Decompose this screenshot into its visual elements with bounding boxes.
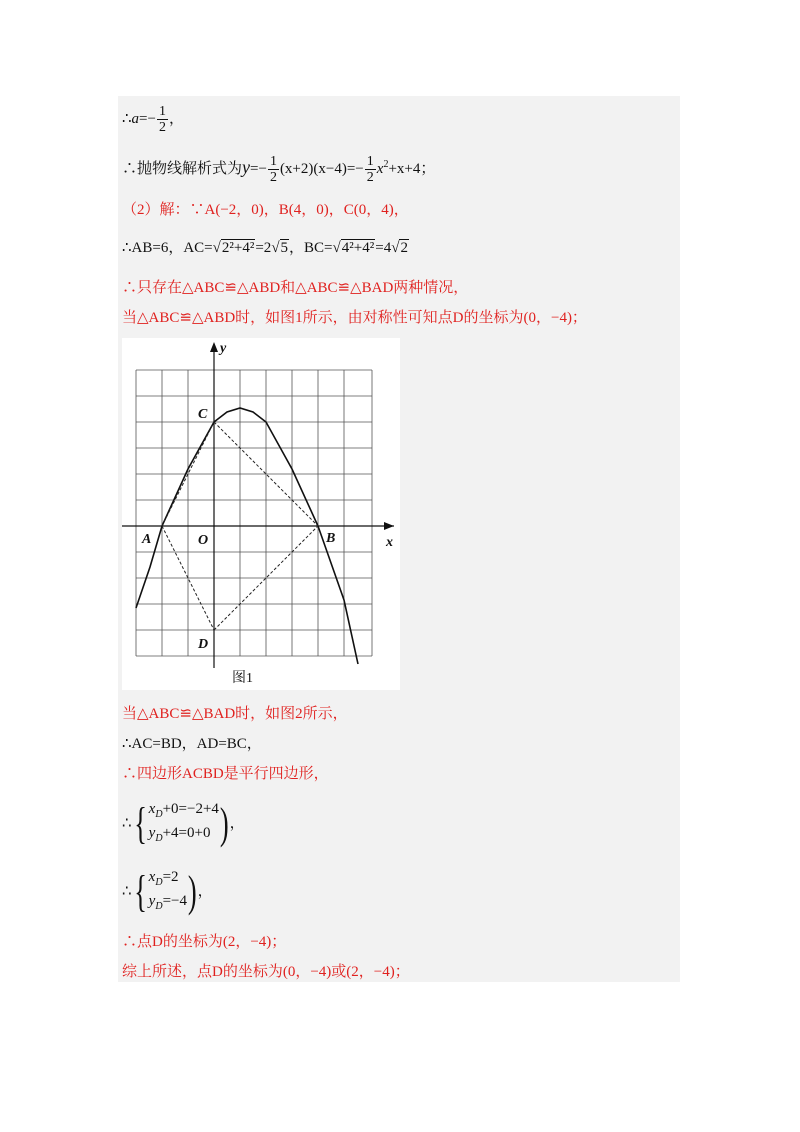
radical-sign: √	[212, 240, 221, 256]
line-conclusion: 综上所述，点D的坐标为(0，−4)或(2，−4)；	[122, 964, 410, 980]
label-a: A	[142, 532, 152, 547]
comma: ，	[229, 815, 245, 832]
coordinate-graph	[122, 338, 400, 690]
subscript-d: D	[155, 877, 163, 888]
equation-rows	[149, 800, 219, 848]
row-1-rest: +0=−2+4	[162, 801, 219, 817]
x-axis-arrow	[384, 522, 394, 530]
row-2-rest: =−4	[162, 893, 187, 909]
equation-row-1	[149, 800, 219, 824]
ab-ac-text: ∴AB=6，AC=	[122, 240, 213, 256]
var-x: x	[376, 160, 384, 177]
equation-row-2	[149, 824, 219, 848]
therefore-symbol: ∴	[122, 883, 132, 900]
var-y: y	[242, 156, 251, 177]
system-equations-1	[122, 800, 245, 848]
fraction-numerator: 1	[158, 104, 166, 119]
expanded-form-tail: +x+4；	[388, 160, 436, 177]
row-2-rest: +4=0+0	[162, 825, 211, 841]
fraction-denominator: 2	[366, 170, 374, 185]
line-two-cases: ∴只存在△ABC≌△ABD和△ABC≌△BAD两种情况，	[122, 280, 469, 296]
subscript-d: D	[155, 833, 163, 844]
equals-minus: =−	[250, 160, 267, 177]
parabola-curve	[136, 408, 358, 664]
comma: ，	[197, 883, 213, 900]
label-o: O	[198, 533, 209, 548]
fraction-denominator: 2	[158, 120, 166, 135]
radical-sign: √	[271, 240, 280, 256]
subscript-d: D	[155, 901, 163, 912]
figure-caption: 图1	[232, 671, 253, 686]
left-brace: {	[133, 867, 147, 916]
line-point-d-result: ∴点D的坐标为(2，−4)；	[122, 934, 287, 950]
line-case-2: 当△ABC≌△BAD时，如图2所示，	[122, 706, 348, 722]
radicand-2: 2	[400, 240, 408, 256]
y-axis-arrow	[210, 342, 218, 352]
fraction-half-2	[365, 154, 376, 185]
var-x: x	[148, 869, 156, 885]
left-brace: {	[133, 799, 147, 848]
var-y: y	[148, 825, 156, 841]
radical-sign: √	[332, 240, 341, 256]
fraction-numerator: 1	[269, 154, 277, 169]
var-x: x	[148, 801, 156, 817]
bc-text: ，BC=	[289, 240, 333, 256]
parabola-text: ∴抛物线解析式为	[122, 160, 243, 177]
bc-result: =4	[375, 240, 392, 256]
line-equal-sides: ∴AC=BD，AD=BC，	[122, 736, 262, 752]
equals-minus: =−	[139, 110, 156, 127]
fraction-half	[157, 104, 168, 135]
exponent: 2	[383, 158, 389, 170]
right-paren: )	[187, 867, 197, 916]
line-case-1: 当△ABC≌△ABD时，如图1所示，由对称性可知点D的坐标为(0，−4)；	[122, 310, 587, 326]
figure-1	[122, 338, 400, 690]
fraction-numerator: 1	[366, 154, 374, 169]
therefore-symbol: ∴	[122, 110, 132, 127]
factored-form: (x+2)(x−4)=−	[279, 160, 364, 177]
line-a-value	[122, 104, 184, 135]
ac-result: =2	[255, 240, 272, 256]
line-lengths	[122, 238, 409, 258]
radical-sign: √	[391, 240, 400, 256]
label-x: x	[386, 535, 393, 550]
comma: ，	[168, 110, 184, 127]
subscript-d: D	[155, 809, 163, 820]
var-a: a	[131, 110, 140, 127]
label-y: y	[220, 341, 227, 356]
var-y: y	[148, 893, 156, 909]
line-parallelogram: ∴四边形ACBD是平行四边形，	[122, 766, 329, 782]
label-d: D	[198, 637, 209, 652]
radicand-ac: 2²+4²	[221, 240, 255, 256]
label-c: C	[198, 407, 208, 422]
equation-row-1	[149, 868, 187, 892]
fraction-half	[268, 154, 279, 185]
line-parabola-equation	[122, 154, 435, 185]
equation-rows	[149, 868, 187, 916]
radicand-bc: 4²+4²	[341, 240, 375, 256]
line-points: （2）解：∵A(−2，0)，B(4，0)，C(0，4)，	[122, 202, 409, 218]
label-b: B	[326, 531, 336, 546]
row-1-rest: =2	[162, 869, 179, 885]
system-equations-2	[122, 868, 213, 916]
axes	[122, 346, 394, 668]
fraction-denominator: 2	[269, 170, 277, 185]
radicand-5: 5	[280, 240, 289, 256]
equation-row-2	[149, 892, 187, 916]
therefore-symbol: ∴	[122, 815, 132, 832]
right-paren: )	[219, 799, 229, 848]
